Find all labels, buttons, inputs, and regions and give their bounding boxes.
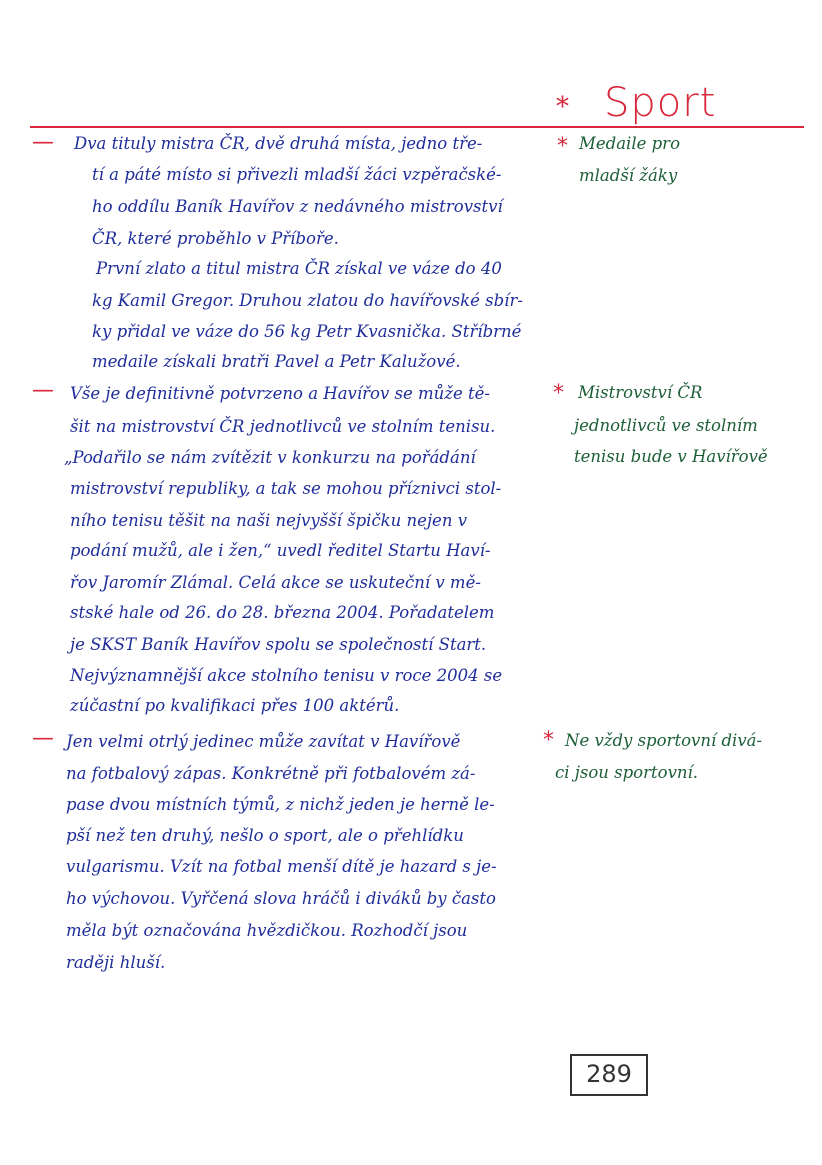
paragraph-1-line: tí a páté místo si přivezli mladší žáci vzpěračské-: [92, 165, 502, 184]
title-star-icon: *: [556, 92, 569, 122]
paragraph-2-line: Nejvýznamnější akce stolního tenisu v roce 2004 se: [70, 666, 503, 685]
paragraph-1-line: ho oddílu Baník Havířov z nedávného mistrovství: [92, 197, 503, 216]
paragraph-2-line: ního tenisu těšit na naši nejvyšší špičku nejen v: [70, 511, 468, 530]
paragraph-1-line: ČR, které proběhlo v Příboře.: [92, 229, 339, 248]
paragraph-2-line: je SKST Baník Havířov spolu se společností Start.: [70, 635, 487, 654]
paragraph-3-line: na fotbalový zápas. Konkrétně při fotbalovém zá-: [66, 764, 476, 783]
margin-note-1: mladší žáky: [579, 166, 678, 185]
paragraph-2-line: Vše je definitivně potvrzeno a Havířov se může tě-: [70, 384, 490, 403]
paragraph-2-line: podání mužů, ale i žen,“ uvedl ředitel Startu Haví-: [70, 541, 491, 560]
note-2-star-icon: *: [553, 381, 564, 406]
paragraph-3-dash: —: [32, 726, 54, 751]
margin-note-2: jednotlivců ve stolním: [574, 416, 758, 435]
margin-note-3: ci jsou sportovní.: [555, 763, 699, 782]
paragraph-1-line: První zlato a titul mistra ČR získal ve váze do 40: [96, 259, 502, 278]
paragraph-2-line: mistrovství republiky, a tak se mohou příznivci stol-: [70, 479, 502, 498]
paragraph-2-line: šit na mistrovství ČR jednotlivců ve stolním tenisu.: [70, 417, 496, 436]
note-1-star-icon: *: [557, 134, 568, 159]
margin-note-1: Medaile pro: [579, 134, 681, 153]
header-rule: [30, 126, 804, 128]
paragraph-3-line: pase dvou místních týmů, z nichž jeden je herně le-: [66, 795, 495, 814]
paragraph-2-line: zúčastní po kvalifikaci přes 100 aktérů.: [70, 696, 400, 715]
paragraph-2-line: stské hale od 26. do 28. března 2004. Pořadatelem: [70, 603, 495, 622]
paragraph-2-line: „Podařilo se nám zvítězit v konkurzu na pořádání: [64, 448, 476, 467]
paragraph-2-dash: —: [32, 378, 54, 403]
margin-note-2: tenisu bude v Havířově: [574, 447, 768, 466]
page-number: 289: [586, 1060, 632, 1088]
page-title: Sport: [604, 80, 717, 126]
margin-note-3: Ne vždy sportovní divá-: [565, 731, 763, 750]
paragraph-1-line: medaile získali bratři Pavel a Petr Kalužové.: [92, 352, 461, 371]
paragraph-1-line: kg Kamil Gregor. Druhou zlatou do havířovské sbír-: [92, 291, 523, 310]
paragraph-2-line: řov Jaromír Zlámal. Celá akce se uskuteční v mě-: [70, 573, 481, 592]
note-3-star-icon: *: [543, 728, 554, 753]
paragraph-1-line: ky přidal ve váze do 56 kg Petr Kvasnička. Stříbrné: [92, 322, 522, 341]
paragraph-3-line: měla být označována hvězdičkou. Rozhodčí jsou: [66, 921, 468, 940]
paragraph-3-line: raději hluší.: [66, 953, 166, 972]
paragraph-3-line: vulgarismu. Vzít na fotbal menší dítě je hazard s je-: [66, 857, 497, 876]
paragraph-3-line: Jen velmi otrlý jedinec může zavítat v Havířově: [66, 732, 461, 751]
paragraph-3-line: pší než ten druhý, nešlo o sport, ale o přehlídku: [66, 826, 464, 845]
paragraph-1-line: Dva tituly mistra ČR, dvě druhá místa, jedno tře-: [74, 134, 483, 153]
paragraph-1-dash: —: [32, 130, 54, 155]
paragraph-3-line: ho výchovou. Vyřčená slova hráčů i diváků by často: [66, 889, 496, 908]
margin-note-2: Mistrovství ČR: [578, 383, 703, 402]
